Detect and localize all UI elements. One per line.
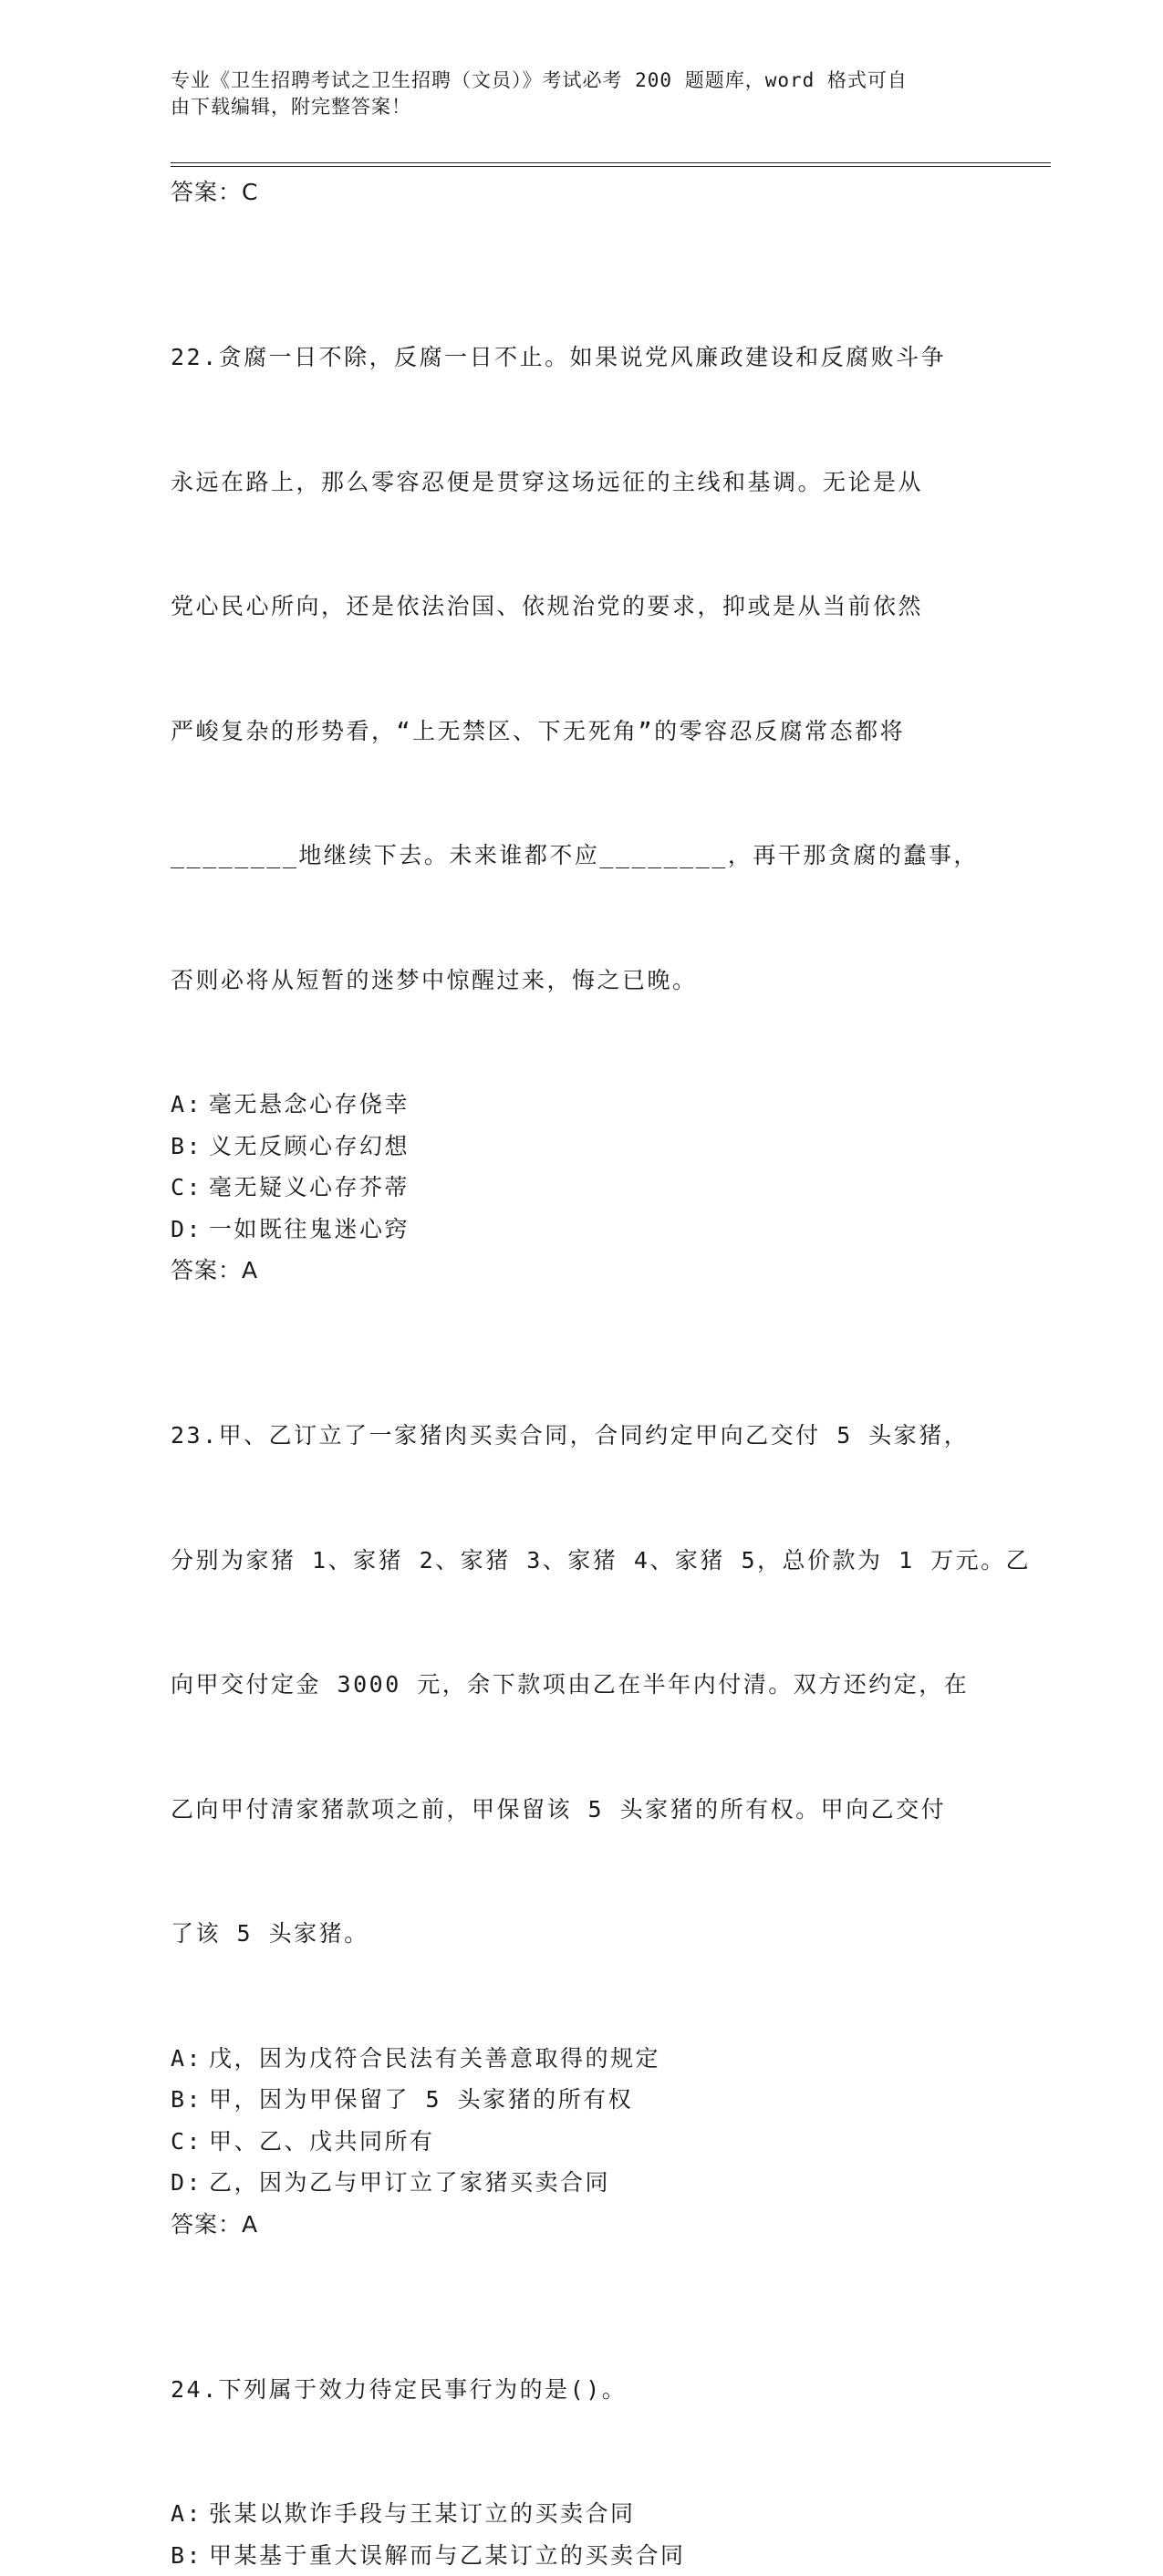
option-text: 戊，因为戊符合民法有关善意取得的规定 [209, 2045, 660, 2072]
stem-line: 党心民心所向，还是依法治国、依规治党的要求，抑或是从当前依然 [171, 586, 982, 628]
option-key: A: [171, 2493, 209, 2535]
option-c [171, 1167, 982, 1209]
option-text: 甲，因为甲保留了 5 头家猪的所有权 [209, 2086, 633, 2113]
option-key: C: [171, 2121, 209, 2163]
answer-label: 答案： [171, 179, 242, 205]
answer-value: A [242, 2211, 258, 2238]
question-stem [171, 2286, 982, 2494]
answer-line-prev [171, 171, 982, 213]
answer-value: A [242, 1257, 258, 1283]
stem-line: 24.下列属于效力待定民事行为的是()。 [171, 2369, 982, 2411]
question-stem [171, 254, 982, 1084]
option-a [171, 2038, 982, 2080]
option-key: A: [171, 1084, 209, 1126]
option-text: 张某以欺诈手段与王某订立的买卖合同 [209, 2500, 636, 2527]
stem-line: 严峻复杂的形势看，“上无禁区、下无死角”的零容忍反腐常态都将 [171, 711, 982, 753]
header-divider-bottom [171, 166, 1051, 167]
stem-line: 了该 5 头家猪。 [171, 1913, 982, 1955]
stem-line: 23.甲、乙订立了一家猪肉买卖合同，合同约定甲向乙交付 5 头家猪， [171, 1415, 982, 1457]
stem-line: 否则必将从短暂的迷梦中惊醒过来，悔之已晚。 [171, 960, 982, 1002]
option-text: 甲某基于重大误解而与乙某订立的买卖合同 [209, 2542, 686, 2569]
stem-line: 22.贪腐一日不除，反腐一日不止。如果说党风廉政建设和反腐败斗争 [171, 337, 982, 379]
option-text: 毫无疑义心存芥蒂 [209, 1174, 410, 1200]
option-key: C: [171, 1167, 209, 1209]
option-key: B: [171, 2079, 209, 2121]
option-b [171, 2079, 982, 2121]
option-key: B: [171, 2535, 209, 2576]
header-line-1: 专业《卫生招聘考试之卫生招聘（文员）》考试必考 200 题题库，word 格式可自 [171, 68, 973, 94]
stem-line: 分别为家猪 1、家猪 2、家猪 3、家猪 4、家猪 5，总价款为 1 万元。乙 [171, 1540, 982, 1582]
stem-line: 乙向甲付清家猪款项之前，甲保留该 5 头家猪的所有权。甲向乙交付 [171, 1789, 982, 1831]
question-24 [171, 2286, 982, 2576]
question-stem [171, 1332, 982, 2038]
option-c [171, 2121, 982, 2163]
option-text: 义无反顾心存幻想 [209, 1133, 410, 1159]
header-line-2: 由下载编辑，附完整答案！ [171, 94, 973, 120]
option-a [171, 1084, 982, 1126]
answer-line [171, 1250, 982, 1292]
option-key: A: [171, 2038, 209, 2080]
question-list [171, 171, 982, 2576]
document-header [171, 68, 973, 120]
option-b [171, 1126, 982, 1168]
option-key: D: [171, 1209, 209, 1251]
answer-label: 答案： [171, 1257, 242, 1283]
answer-label: 答案： [171, 2211, 242, 2238]
option-text: 一如既往鬼迷心窍 [209, 1216, 410, 1242]
answer-line [171, 2204, 982, 2246]
option-d [171, 2162, 982, 2204]
question-23 [171, 1332, 982, 2246]
question-22 [171, 254, 982, 1292]
option-text: 乙，因为乙与甲订立了家猪买卖合同 [209, 2169, 610, 2196]
answer-value: C [242, 179, 258, 205]
stem-line: 向甲交付定金 3000 元，余下款项由乙在半年内付清。双方还约定，在 [171, 1664, 982, 1706]
option-text: 甲、乙、戊共同所有 [209, 2128, 435, 2155]
option-d [171, 1209, 982, 1251]
header-divider-top [171, 162, 1051, 163]
option-text: 毫无悬念心存侥幸 [209, 1091, 410, 1117]
option-key: B: [171, 1126, 209, 1168]
option-b [171, 2535, 982, 2576]
option-a [171, 2493, 982, 2535]
option-key: D: [171, 2162, 209, 2204]
stem-line: 永远在路上，那么零容忍便是贯穿这场远征的主线和基调。无论是从 [171, 462, 982, 504]
stem-line: ________地继续下去。未来谁都不应________，再干那贪腐的蠢事， [171, 835, 982, 877]
